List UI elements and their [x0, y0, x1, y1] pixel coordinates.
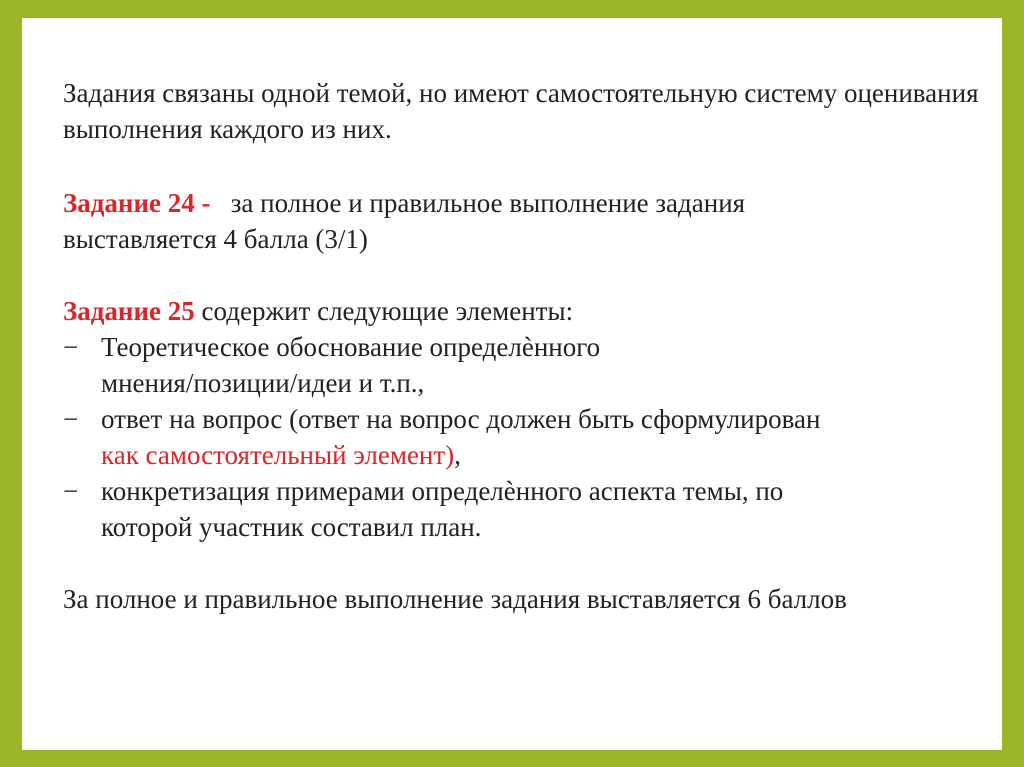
- highlighted-text: как самостоятельный элемент): [101, 440, 455, 470]
- list-item-line1: ответ на вопрос (ответ на вопрос должен быть сформулирован: [101, 404, 821, 434]
- spacer: [63, 147, 983, 185]
- task-25-intro: [63, 293, 983, 329]
- list-item-line2: мнения/позиции/идеи и т.п.,: [101, 368, 425, 398]
- task-25-label: Задание 25: [63, 296, 195, 326]
- list-item: [63, 401, 983, 473]
- slide-content: [63, 75, 983, 617]
- spacer: [63, 545, 983, 581]
- list-item: [63, 329, 983, 401]
- task-24-text1: за полное и правильное выполнение задания: [230, 188, 746, 218]
- list-item-line2: [101, 437, 983, 473]
- list-item: [63, 473, 983, 545]
- list-item-line1: Теоретическое обоснование определѐнного: [101, 332, 601, 362]
- dash-bullet-icon: −: [63, 332, 79, 362]
- dash-bullet-icon: −: [63, 404, 79, 434]
- task-24-line1: [63, 185, 983, 221]
- conclusion: За полное и правильное выполнение задания выставляется 6 баллов: [63, 584, 847, 614]
- dash-bullet-icon: −: [63, 476, 79, 506]
- task-24-label: Задание 24 -: [63, 188, 211, 218]
- trailing-comma: ,: [454, 440, 461, 470]
- intro-paragraph: Задания связаны одной темой, но имеют самостоятельную систему оценивания выполнения каждого из них.: [63, 78, 979, 144]
- task-24-line2: выставляется 4 балла (3/1): [63, 224, 368, 254]
- list-item-line1: конкретизация примерами определѐнного аспекта темы, по: [101, 476, 784, 506]
- list-item-line2: которой участник составил план.: [101, 512, 482, 542]
- slide-canvas: [22, 18, 1002, 750]
- spacer: [63, 257, 983, 293]
- task-25-intro-text: содержит следующие элементы:: [194, 296, 574, 326]
